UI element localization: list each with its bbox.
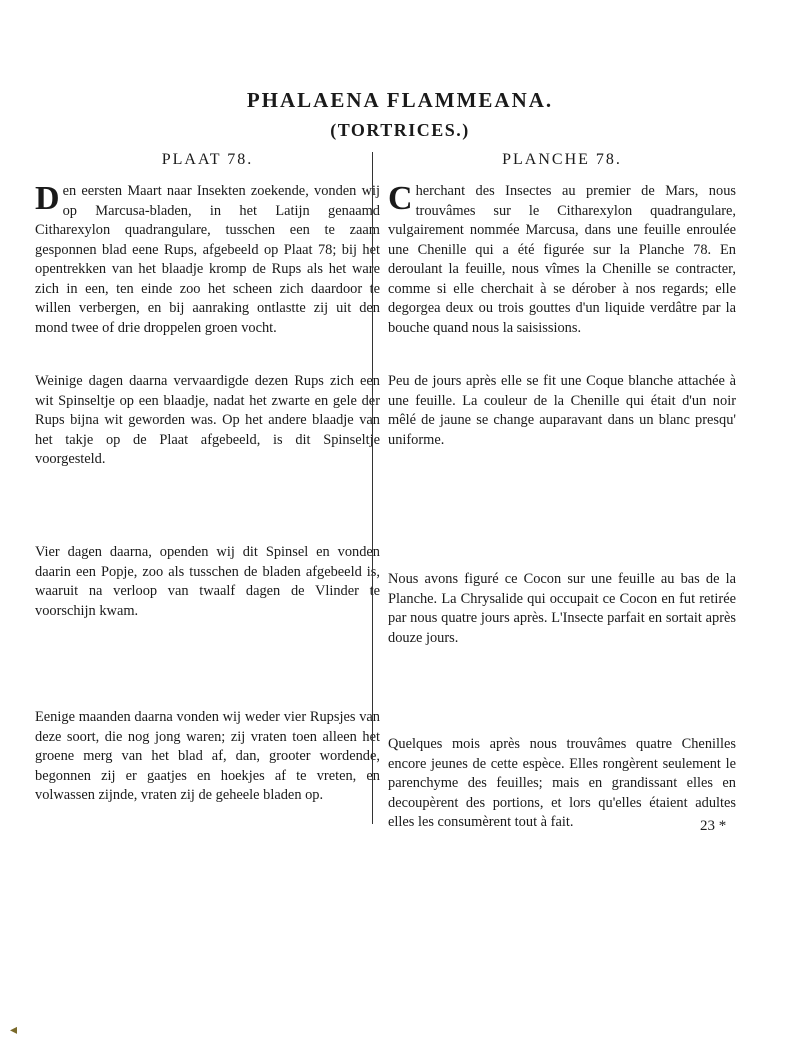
french-paragraph-1-text: herchant des Insectes au premier de Mars, nous trouvâmes sur le Citharexylon quadrangulare, vulgairement nommée Marcusa, dans une feuille enroulée une Chenille qui a été figurée sur la Planche 78. En deroulant la feuille, nous vîmes la Chenille se contracter, comme si elle cherchait à se dérober à nos regards; elle degorgea deux ou trois gouttes d'un liquide verdâtre par la bouche quand nous la saisissions. — [388, 183, 736, 336]
dutch-paragraph-4: Eenige maanden daarna vonden wij weder vier Rupsjes van deze soort, die nog jong waren; zij vraten toen alleen het groene merg van het blad af, dan, grooter wordende, begonnen zij er gaatjes en hoekjes af te vreten, en volwassen zijnde, vraten zij de geheele bladen op. — [35, 709, 380, 803]
french-paragraph-1 — [388, 182, 736, 338]
dutch-heading: PLAAT 78. — [161, 151, 254, 168]
french-paragraph-4: Quelques mois après nous trouvâmes quatre Chenilles encore jeunes de cette espèce. Elles rongèrent seulement le parenchyme des feuilles; mais en grandissant elles en decoupèrent des portions, et lors qu'elles étaient adultes elles les consumèrent tout à fait. — [388, 736, 736, 830]
french-paragraph-3: Nous avons figuré ce Cocon sur une feuille au bas de la Planche. La Chrysalide qui occupait ce Cocon en fut retirée par nous quatre jours après. L'Insecte parfait en sortait après douze jours. — [388, 571, 736, 646]
column-divider — [372, 152, 373, 824]
dutch-dropcap: D — [35, 180, 60, 217]
dutch-paragraph-2: Weinige dagen daarna vervaardigde dezen Rups zich een wit Spinseltje op een blaadje, nadat het zwarte en gele der Rups bijna wit geworden was. Op het andere blaadje van het takje op de Plaat afgebeeld, is dit Spinseltje voorgesteld. — [35, 373, 380, 467]
page-title: PHALAENA FLAMMEANA. — [246, 88, 554, 112]
dutch-paragraph-3: Vier dagen daarna, openden wij dit Spinsel en vonden daarin een Popje, zoo als tusschen de bladen afgebeeld is, waaruit na verloop van twaalf dagen de Vlinder te voorschijn kwam. — [35, 544, 380, 619]
french-dropcap: C — [388, 180, 413, 217]
dutch-column — [35, 150, 380, 803]
dutch-paragraph-1-text: en eersten Maart naar Insekten zoekende, vonden wij op Marcusa-bladen, in het Latijn genaamd Citharexylon quadrangulare, tusschen een te zaam gesponnen blad eene Rups, afgebeeld op Plaat 78; bij het opentrekken van het blaadje kromp de Rups als het ware zich in een, ten einde zoo het scheen zich daardoor te willen verbergen, en bij aanraking ontlastte zij uit den mond twee of drie droppelen groen vocht. — [35, 183, 380, 336]
margin-arrow-icon: ◂ — [10, 1023, 18, 1038]
french-heading: PLANCHE 78. — [502, 151, 622, 168]
page-subtitle: (TORTRICES.) — [330, 120, 470, 140]
french-paragraph-2: Peu de jours après elle se fit une Coque blanche attachée à une feuille. La couleur de la Chenille qui était d'un noir mêlé de jaune se change auparavant dans un blanc presqu' uniforme. — [388, 373, 736, 448]
dutch-paragraph-1 — [35, 182, 380, 338]
signature-mark: 23 * — [700, 818, 727, 834]
